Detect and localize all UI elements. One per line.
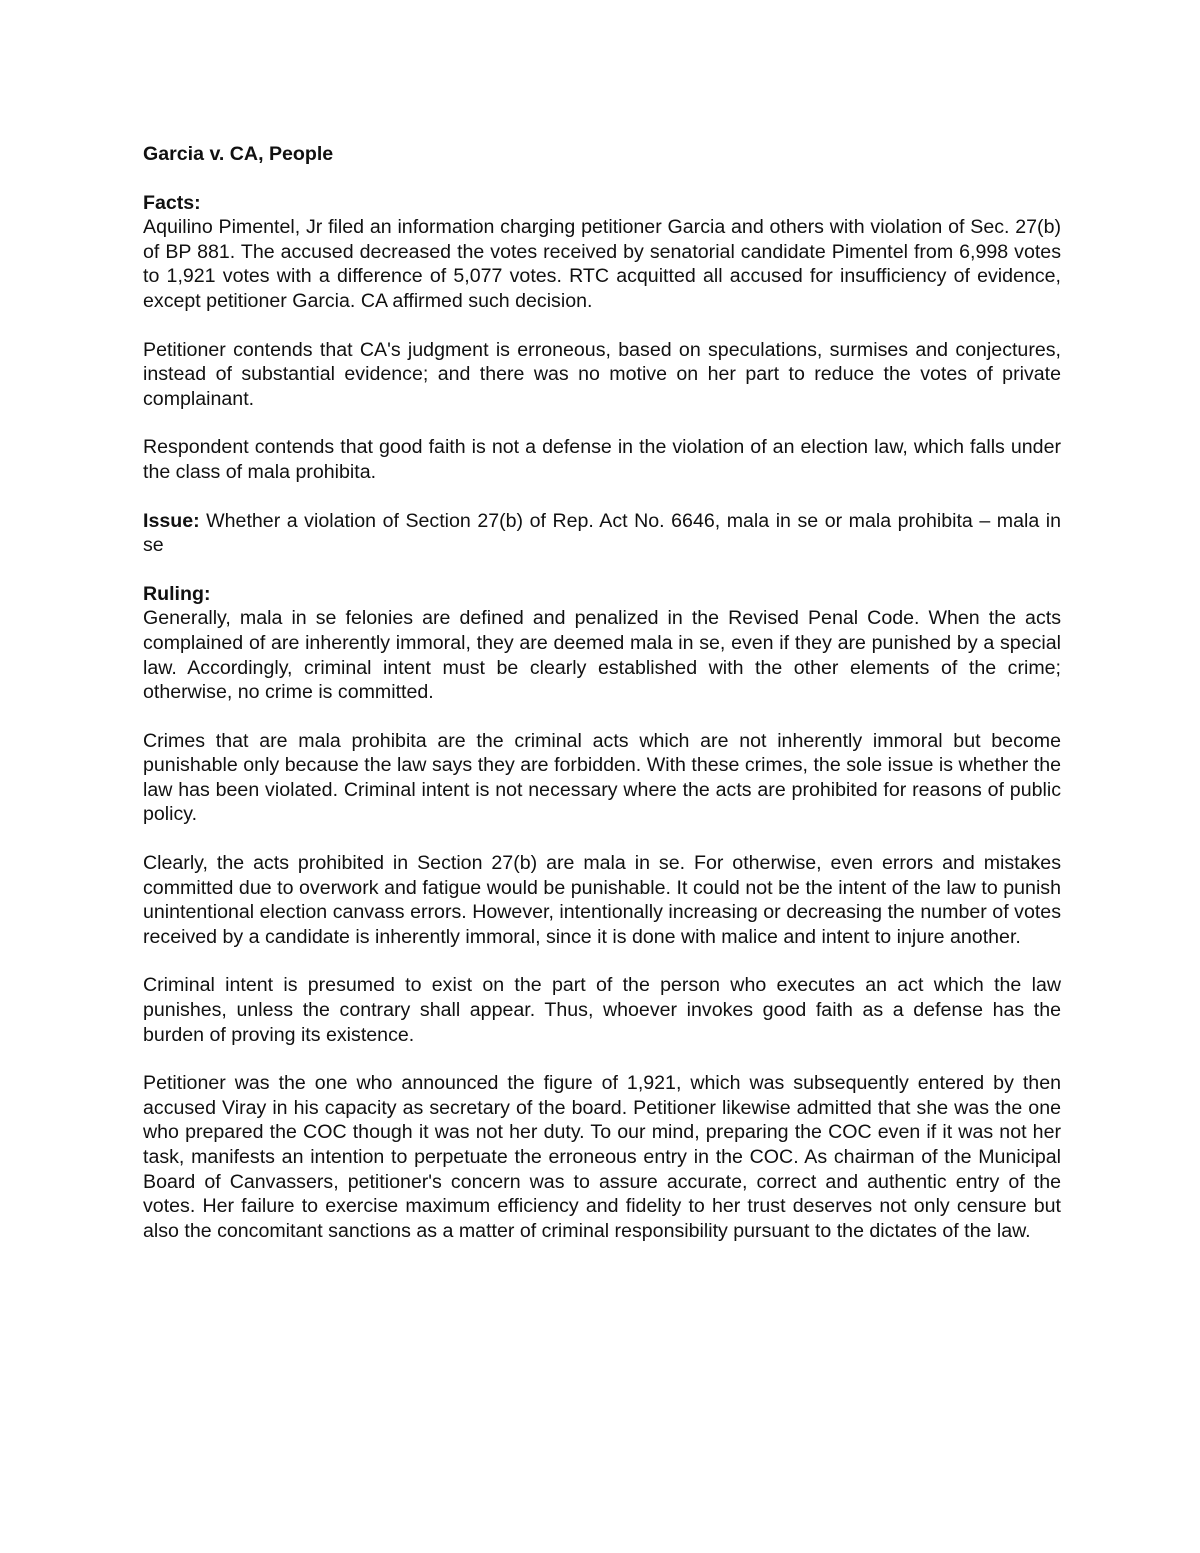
spacer xyxy=(143,485,1061,509)
facts-paragraph-1: Aquilino Pimentel, Jr filed an information charging petitioner Garcia and others with violation of Sec. 27(b) of BP 881. The accused decreased the votes received by senatorial candidate Pimentel from 6,998 votes to 1,921 votes with a difference of 5,077 votes. RTC acquitted all accused for insufficiency of evidence, except petitioner Garcia. CA affirmed such decision. xyxy=(143,216,1061,312)
issue-text: Whether a violation of Section 27(b) of Rep. Act No. 6646, mala in se or mala prohibita – mala in se xyxy=(143,509,1061,557)
ruling-paragraph-4: Criminal intent is presumed to exist on the part of the person who executes an act which the law punishes, unless the contrary shall appear. Thus, whoever invokes good faith as a defense has the burden of proving its existence. xyxy=(143,974,1061,1046)
spacer xyxy=(143,1047,1061,1071)
spacer xyxy=(143,705,1061,729)
facts-paragraph-2: Petitioner contends that CA's judgment is erroneous, based on speculations, surmises and conjectures, instead of substantial evidence; and there was no motive on her part to reduce the votes of private complainant. xyxy=(143,338,1061,410)
ruling-paragraph-3: Clearly, the acts prohibited in Section 27(b) are mala in se. For otherwise, even errors and mistakes committed due to overwork and fatigue would be punishable. It could not be the intent of the law to punish unintentional election canvass errors. However, intentionally increasing or decreasing the number of votes received by a candidate is inherently immoral, since it is done with malice and intent to injure another. xyxy=(143,852,1061,948)
document-page xyxy=(143,140,1061,1243)
spacer xyxy=(143,411,1061,435)
spacer xyxy=(143,167,1061,191)
case-title: Garcia v. CA, People xyxy=(143,143,334,165)
issue-label: Issue: xyxy=(143,509,200,532)
ruling-paragraph-5: Petitioner was the one who announced the figure of 1,921, which was subsequently entered by then accused Viray in his capacity as secretary of the board. Petitioner likewise admitted that she was the one who prepared the COC though it was not her duty. To our mind, preparing the COC even if it was not her task, manifests an intention to perpetuate the erroneous entry in the COC. As chairman of the Municipal Board of Canvassers, petitioner's concern was to assure accurate, correct and authentic entry of the votes. Her failure to exercise maximum efficiency and fidelity to her trust deserves not only censure but also the concomitant sanctions as a matter of criminal responsibility pursuant to the dictates of the law. xyxy=(143,1072,1061,1242)
spacer xyxy=(143,558,1061,582)
ruling-heading: Ruling: xyxy=(143,582,211,605)
spacer xyxy=(143,827,1061,851)
ruling-paragraph-1: Generally, mala in se felonies are defined and penalized in the Revised Penal Code. When the acts complained of are inherently immoral, they are deemed mala in se, even if they are punished by a special law. Accordingly, criminal intent must be clearly established with the other elements of the crime; otherwise, no crime is committed. xyxy=(143,607,1061,704)
facts-heading: Facts: xyxy=(143,191,201,214)
ruling-paragraph-2: Crimes that are mala prohibita are the criminal acts which are not inherently immoral but become punishable only because the law says they are forbidden. With these crimes, the sole issue is whether the law has been violated. Criminal intent is not necessary where the acts are prohibited for reasons of public policy. xyxy=(143,729,1061,826)
spacer xyxy=(143,314,1061,338)
facts-paragraph-3: Respondent contends that good faith is not a defense in the violation of an election law, which falls under the class of mala prohibita. xyxy=(143,436,1061,483)
spacer xyxy=(143,949,1061,973)
issue-paragraph xyxy=(143,509,1061,558)
